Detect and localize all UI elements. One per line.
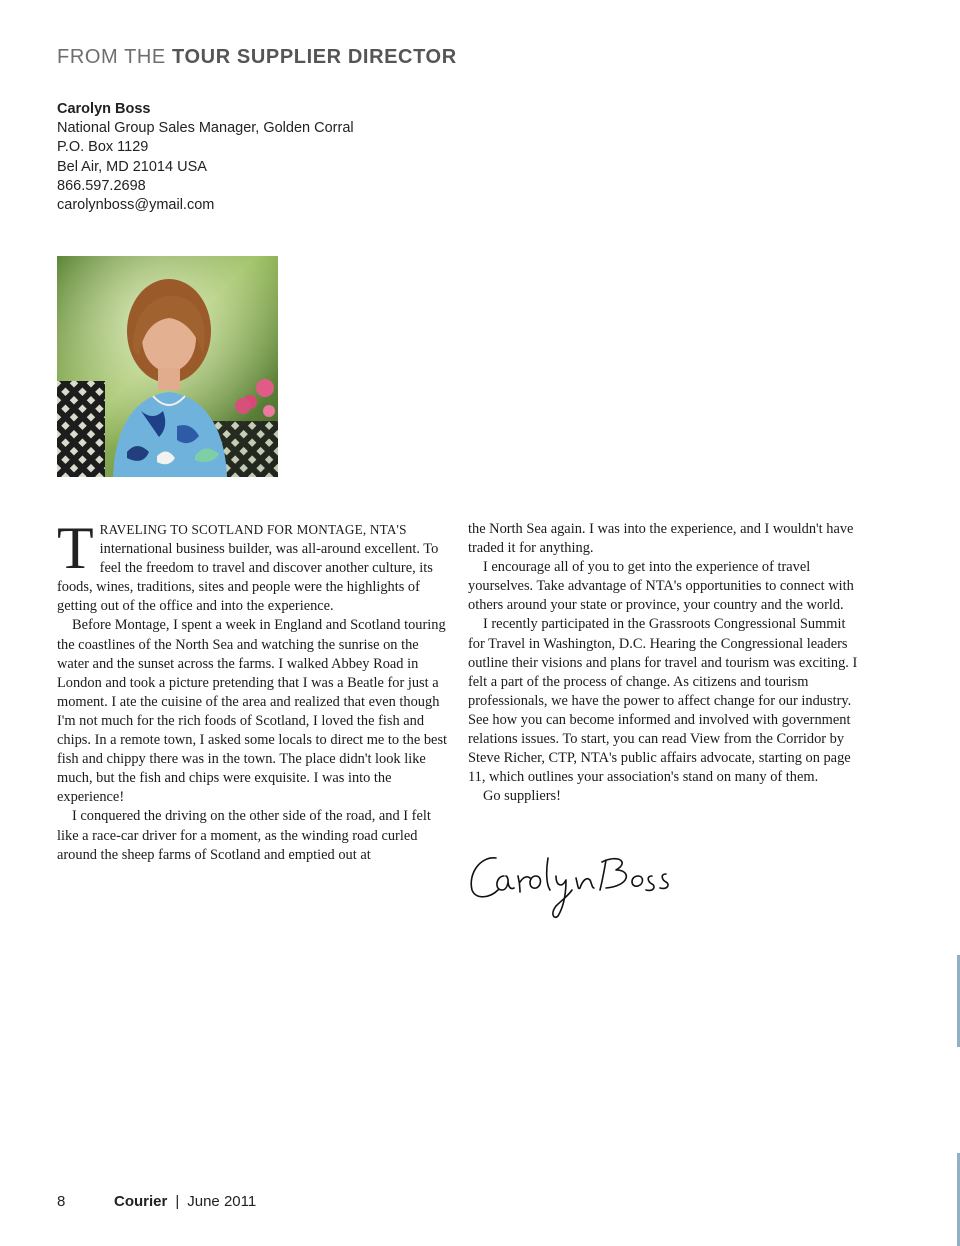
paragraph-intro-text: international business builder, was all-around excellent. To feel the freedom to travel and discover another culture, its foods, wines, traditions, sites and people were the highlights of getting out of the office and into the experience. [57, 541, 439, 615]
contact-block [57, 100, 354, 215]
footer-separator: | [175, 1193, 180, 1210]
contact-position: National Group Sales Manager, Golden Corral [57, 120, 354, 137]
paragraph-encourage: I encourage all of you to get into the experience of travel yourselves. Take advantage of NTA's opportunities to connect with others around your state or province, your country and the world. [468, 559, 854, 614]
issue-date: June 2011 [187, 1193, 257, 1210]
contact-city: Bel Air, MD 21014 USA [57, 158, 207, 175]
section-header [57, 46, 457, 69]
article-column-right [468, 520, 864, 806]
paragraph-driving-continued: the North Sea again. I was into the experience, and I wouldn't have traded it for anything. [468, 521, 854, 557]
header-title: TOUR SUPPLIER DIRECTOR [172, 46, 457, 68]
header-prefix: FROM THE [57, 46, 166, 68]
drop-cap: T [57, 515, 94, 581]
signature [466, 846, 676, 920]
signature-scrawl [466, 846, 676, 920]
portrait-illustration [57, 256, 278, 477]
portrait-photo [57, 256, 278, 477]
publication-name: Courier [114, 1193, 168, 1210]
paragraph-summit: I recently participated in the Grassroots Congressional Summit for Travel in Washington, D.C. Hearing the Congressional leaders outline their visions and plans for travel and tourism was exciting. I felt a part of the process of change. As citizens and tourism professionals, we have the power to affect change for our industry. See how you can become informed and involved with government relations issues. To start, you can read View from the Corridor by Steve Richer, CTP, NTA's public affairs advocate, starting on page 11, which outlines your association's stand on many of them. [468, 616, 858, 786]
paragraph-intro [57, 515, 449, 616]
contact-po-box: P.O. Box 1129 [57, 139, 149, 156]
article-column-left [57, 515, 449, 865]
lead-in-caps: RAVELING TO SCOTLAND FOR MONTAGE, NTA'S [99, 522, 407, 537]
paragraph-montage: Before Montage, I spent a week in England and Scotland touring the coastlines of the North Sea and watching the sunrise on the water and the sunset across the farms. I walked Abbey Road in London and took a picture pretending that I was a Beatle for just a moment. I ate the cuisine of the area and realized that even though I'm not much for the rich foods of Scotland, I loved the fish and chips. In a remote town, I asked some locals to direct me to the best fish and chippy there was in the town. The place didn't look like much, but the fish and chips were exquisite. I was into the experience! [57, 617, 448, 806]
paragraph-closing: Go suppliers! [483, 788, 561, 805]
paragraph-driving: I conquered the driving on the other side of the road, and I felt like a race-car driver for a moment, as the winding road curled around the sheep farms of Scotland and emptied out at [57, 808, 431, 863]
contact-email[interactable]: carolynboss@ymail.com [57, 197, 215, 214]
page-number: 8 [57, 1193, 66, 1210]
contact-phone: 866.597.2698 [57, 177, 146, 194]
contact-name: Carolyn Boss [57, 101, 151, 117]
page-footer [57, 1193, 256, 1210]
